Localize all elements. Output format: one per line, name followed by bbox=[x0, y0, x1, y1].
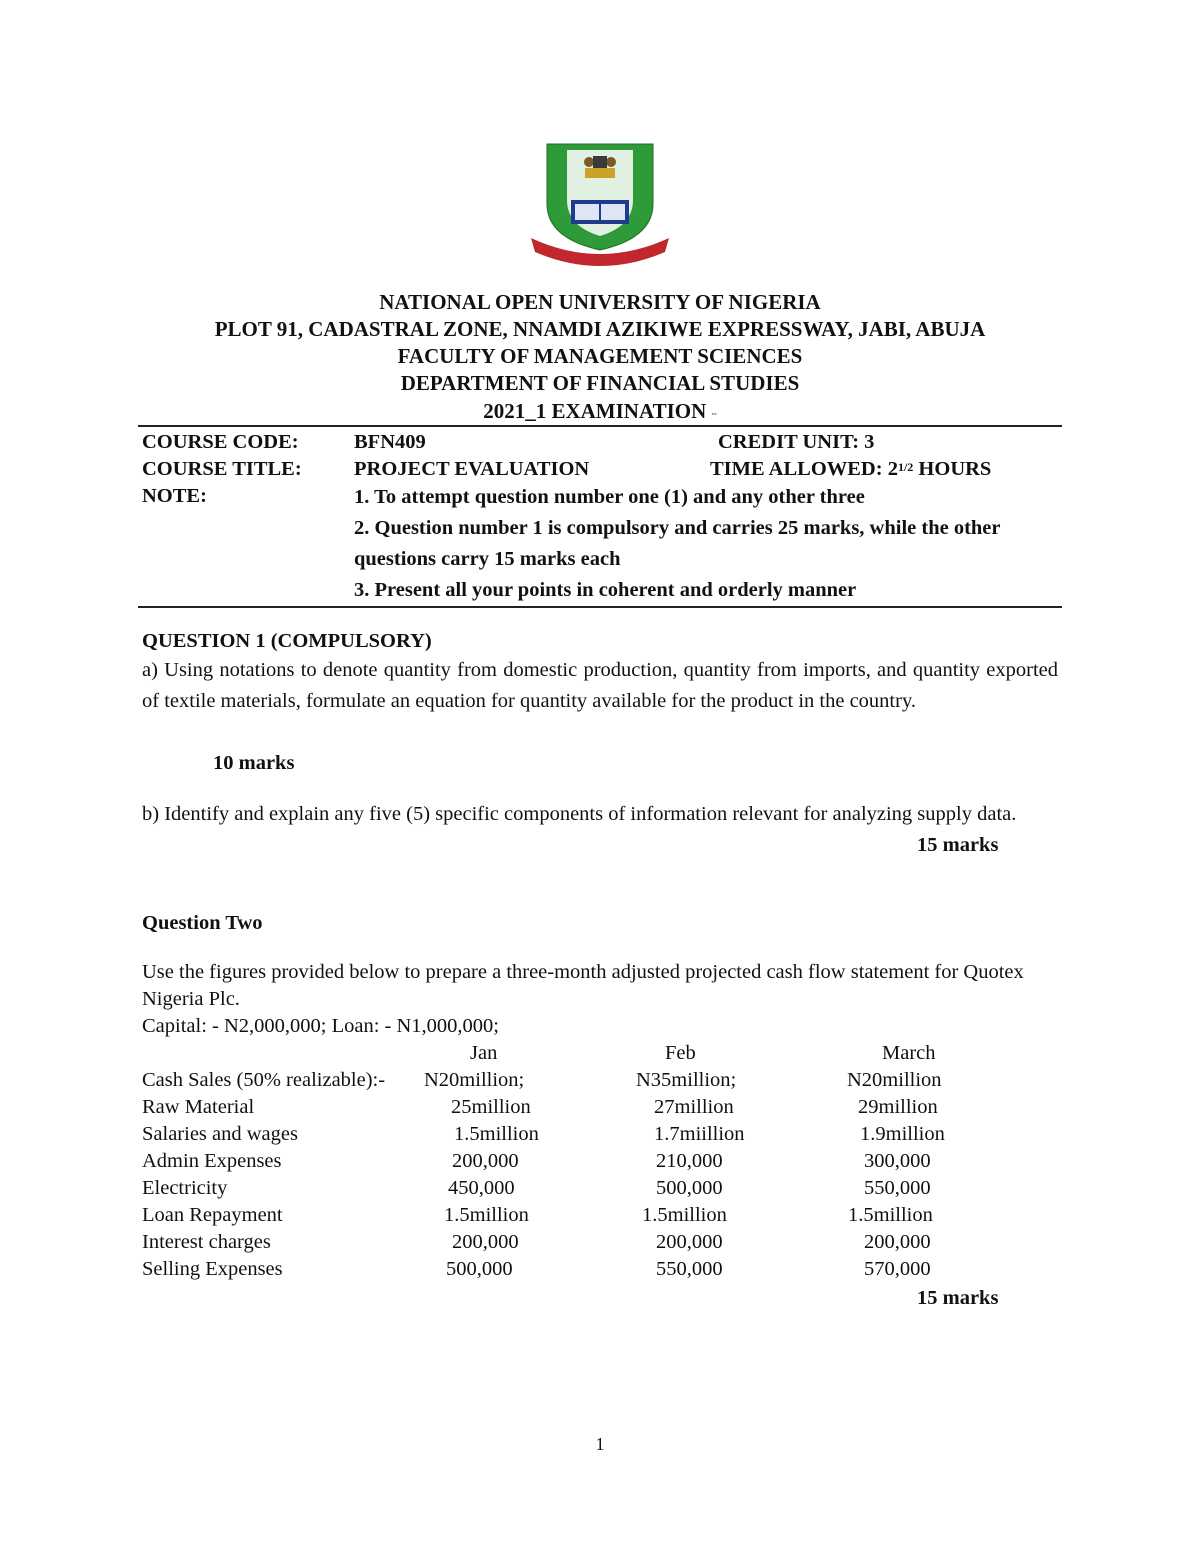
cell-jan: 200,000 bbox=[452, 1150, 519, 1172]
cell-feb: 1.5million bbox=[642, 1204, 727, 1226]
cell-jan: 450,000 bbox=[448, 1177, 515, 1199]
question-1a-marks: 10 marks bbox=[213, 752, 295, 774]
question-2-marks: 15 marks bbox=[917, 1287, 999, 1309]
row-label: Raw Material bbox=[142, 1096, 255, 1118]
time-allowed-fraction: 1/2 bbox=[897, 460, 914, 474]
row-label: Electricity bbox=[142, 1177, 228, 1199]
cell-march: 570,000 bbox=[864, 1258, 931, 1280]
cell-march: N20million bbox=[847, 1069, 942, 1091]
cell-jan: 200,000 bbox=[452, 1231, 519, 1253]
time-allowed-suffix: HOURS bbox=[913, 458, 992, 480]
university-logo bbox=[527, 142, 673, 267]
cell-feb: N35million; bbox=[636, 1069, 737, 1091]
credit-unit: CREDIT UNIT: 3 bbox=[718, 431, 875, 453]
question-2-intro: Use the figures provided below to prepare a three-month adjusted projected cash flow statement for Quotex Nigeria Plc. bbox=[142, 961, 1024, 1010]
exam-title bbox=[0, 398, 1200, 427]
row-label: Admin Expenses bbox=[142, 1150, 282, 1172]
faculty-name: FACULTY OF MANAGEMENT SCIENCES bbox=[397, 344, 803, 368]
cell-jan: 1.5million bbox=[454, 1123, 539, 1145]
exam-title-text: 2021_1 EXAMINATION bbox=[483, 399, 707, 423]
cell-jan: 1.5million bbox=[444, 1204, 529, 1226]
row-label: Interest charges bbox=[142, 1231, 271, 1253]
university-name: NATIONAL OPEN UNIVERSITY OF NIGERIA bbox=[379, 290, 821, 314]
column-header-feb: Feb bbox=[665, 1042, 696, 1064]
department-name: DEPARTMENT OF FINANCIAL STUDIES bbox=[400, 371, 800, 395]
note-item: 2. Question number 1 is compulsory and carries 25 marks, while the other questions carry 15 marks each bbox=[354, 517, 1001, 570]
bottom-rule bbox=[138, 606, 1062, 608]
cell-feb: 500,000 bbox=[656, 1177, 723, 1199]
note-label: NOTE: bbox=[142, 485, 207, 507]
cell-jan: 25million bbox=[451, 1096, 531, 1118]
question-1a-text: a) Using notations to denote quantity from domestic production, quantity from imports, and quantity exported of textile materials, formulate an equation for quantity available for the product in the country. bbox=[142, 659, 1058, 712]
column-header-jan: Jan bbox=[470, 1042, 498, 1064]
row-label: Loan Repayment bbox=[142, 1204, 283, 1226]
question-1b-text: b) Identify and explain any five (5) specific components of information relevant for analyzing supply data. bbox=[142, 803, 1017, 825]
cell-jan: 500,000 bbox=[446, 1258, 513, 1280]
cell-march: 550,000 bbox=[864, 1177, 931, 1199]
note-item: 3. Present all your points in coherent and orderly manner bbox=[354, 579, 857, 601]
cell-march: 1.5million bbox=[848, 1204, 933, 1226]
cell-march: 1.9million bbox=[860, 1123, 945, 1145]
cell-feb: 200,000 bbox=[656, 1231, 723, 1253]
capital-loan-line: Capital: - N2,000,000; Loan: - N1,000,000; bbox=[142, 1015, 499, 1037]
cell-jan: N20million; bbox=[424, 1069, 525, 1091]
cell-feb: 550,000 bbox=[656, 1258, 723, 1280]
cell-feb: 27million bbox=[654, 1096, 734, 1118]
course-code-label: COURSE CODE: bbox=[142, 431, 299, 453]
course-title-label: COURSE TITLE: bbox=[142, 458, 302, 480]
time-allowed-prefix: TIME ALLOWED: 2 bbox=[710, 458, 898, 480]
cell-march: 29million bbox=[858, 1096, 938, 1118]
exam-title-mark: ... bbox=[711, 408, 717, 417]
time-allowed bbox=[710, 455, 991, 483]
question-1b-marks: 15 marks bbox=[917, 834, 999, 856]
university-address: PLOT 91, CADASTRAL ZONE, NNAMDI AZIKIWE EXPRESSWAY, JABI, ABUJA bbox=[214, 317, 986, 341]
cell-feb: 1.7miillion bbox=[654, 1123, 745, 1145]
course-code: BFN409 bbox=[354, 431, 426, 453]
course-title: PROJECT EVALUATION bbox=[354, 458, 590, 480]
cell-march: 300,000 bbox=[864, 1150, 931, 1172]
page-number: 1 bbox=[595, 1434, 605, 1454]
row-label: Selling Expenses bbox=[142, 1258, 283, 1280]
cell-march: 200,000 bbox=[864, 1231, 931, 1253]
question-2-heading: Question Two bbox=[142, 912, 263, 934]
cell-feb: 210,000 bbox=[656, 1150, 723, 1172]
row-label: Salaries and wages bbox=[142, 1123, 298, 1145]
note-item: 1. To attempt question number one (1) and any other three bbox=[354, 486, 865, 508]
note-list bbox=[354, 482, 1054, 606]
column-header-march: March bbox=[882, 1042, 936, 1064]
question-1-heading: QUESTION 1 (COMPULSORY) bbox=[142, 630, 432, 652]
top-rule bbox=[138, 425, 1062, 427]
row-label: Cash Sales (50% realizable):- bbox=[142, 1069, 386, 1091]
